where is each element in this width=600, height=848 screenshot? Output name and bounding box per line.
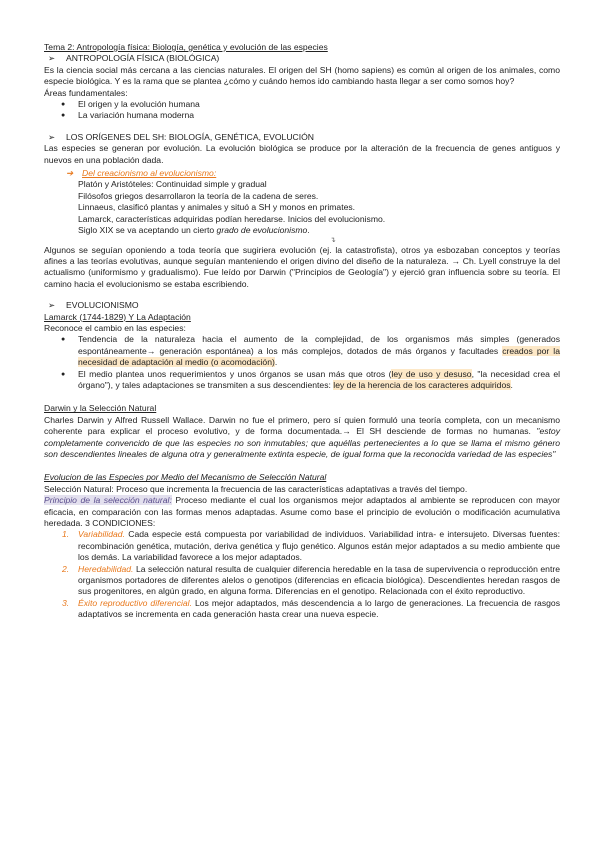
lamarck-b1-text: Tendencia de la naturaleza hacia el aumento de la complejidad, de los organismos más simples (generados espontáneamente→ generación espontánea) a los más complejos, dotados de más órganos y facultades xyxy=(78,334,560,356)
lamarck-b2-end: . xyxy=(510,379,513,390)
areas-list xyxy=(44,99,560,122)
creacionismo-lines xyxy=(44,179,560,236)
paragraph-antropologia: Es la ciencia social más cercana a las ciencias naturales. El origen del SH (homo sapiens) es común al origen de los animales, como especie biológica. Y es la rama que se plantea ¿cómo y cuándo hemos ido cambiando hasta llegar a ser como somos hoy? xyxy=(44,64,560,87)
document-title: Tema 2: Antropología física: Biología, genética y evolución de las especies xyxy=(44,42,328,52)
history-line: Linnaeus, clasificó plantas y animales y situó a SH y monos en primates. xyxy=(78,202,356,213)
principio-label: Principio de la selección natural: xyxy=(44,495,172,506)
list-item: ● El origen y la evolución humana xyxy=(44,99,560,110)
creacionismo-title: Del creacionismo al evolucionismo: xyxy=(82,168,217,179)
cond-number: 2. xyxy=(62,563,70,574)
creacionismo-heading xyxy=(44,168,560,179)
right-arrow-icon: ➔ xyxy=(66,168,74,179)
history-line: Lamarck, características adquiridas podían heredarse. Inicios del evolucionismo. xyxy=(78,213,386,224)
section-heading-evolucionismo xyxy=(44,300,560,311)
list-item xyxy=(44,598,560,621)
paragraph-especies: Las especies se generan por evolución. La evolución biológica se produce por la alteración de la frecuencia de genes antiguos y nuevos en una población dada. xyxy=(44,143,560,165)
lamarck-title: Lamarck (1744-1829) Y La Adaptación xyxy=(44,311,191,322)
lamarck-b1-end: . xyxy=(274,357,278,368)
history-line-siglo xyxy=(78,225,560,236)
history-line: Platón y Aristóteles: Continuidad simple y gradual xyxy=(78,179,267,190)
condiciones-list xyxy=(44,529,560,620)
highlight-herencia: ley de la herencia de los caracteres adquiridos xyxy=(333,379,511,390)
history-line: Filósofos griegos desarrollaron la teoría de la cadena de seres. xyxy=(78,190,319,201)
cursor-mark-icon: ↴ xyxy=(330,236,336,244)
section-heading-text: LOS ORÍGENES DEL SH: BIOLOGÍA, GENÉTICA, EVOLUCIÓN xyxy=(66,131,315,142)
siglo-period: . xyxy=(307,225,310,236)
document-page xyxy=(44,42,560,621)
seleccion-natural-definition: Selección Natural: Proceso que incrementa la frecuencia de las características adaptativas a través del tiempo. xyxy=(44,483,468,494)
arrow-bullet-icon: ➢ xyxy=(48,53,56,64)
areas-label: Áreas fundamentales: xyxy=(44,87,128,98)
lamarck-b2-text: El medio plantea unos requerimientos y unos órganos se usan más que otros ( xyxy=(78,368,392,379)
principio-paragraph xyxy=(44,495,560,529)
lamarck-b2-mid: , "la necesidad crea el órgano"), y tales adaptaciones se transmiten a sus descendientes: xyxy=(78,368,561,390)
list-item xyxy=(44,529,560,563)
cond-number: 3. xyxy=(62,597,70,608)
cond-label: Éxito reproductivo diferencial. xyxy=(78,597,192,608)
darwin-quote: "estoy completamente convencido de que las especies no son inmutables; que aquéllas pertenecientes a lo que se llama el mismo género son descendientes lineales de alguna otra y generalmente extinta especie, de igual forma que la reconocida variedad de las especies" xyxy=(44,426,560,459)
section-heading-origenes xyxy=(44,132,560,143)
evolucion-title: Evolucion de las Especies por Medio del Mecanismo de Selección Natural xyxy=(44,472,327,483)
list-item xyxy=(44,334,560,368)
arrow-bullet-icon: ➢ xyxy=(48,131,56,142)
highlight-adaptacion: creados por la necesidad de adaptación al medio (o acomodación) xyxy=(78,345,560,368)
siglo-emphasis: grado de evolucionismo xyxy=(216,225,308,236)
list-item xyxy=(44,564,560,598)
cond-text: La selección natural resulta de cualquier diferencia heredable en la tasa de supervivencia o reproducción entre organismos portadores de diferentes alelos o genotipos (diferencias en eficacia biológica). Descendientes heredan rasgos de sus progenitores, en algún grado, en alguna forma. Diferencias en el genotipo. Relacionada con el éxito reproductivo. xyxy=(78,563,560,597)
darwin-title: Darwin y la Selección Natural xyxy=(44,403,157,414)
cond-label: Variabilidad. xyxy=(78,529,125,540)
paragraph-darwin xyxy=(44,415,560,461)
cond-number: 1. xyxy=(62,529,70,540)
highlight-uso-desuso: ley de uso y desuso xyxy=(391,368,472,379)
paragraph-actualismo: Algunos se seguían oponiendo a toda teoría que sugiriera evolución (ej. la catastrofista), otros ya esbozaban conceptos y teorías afines a las teorías evolutivas, aunque seguían manteniendo el origen divino del diseño de la naturaleza. → Ch. Lyell construye la del actualismo (uniformismo y gradualismo). Fue leído por Darwin ("Principios de Geología") y ejerció gran influencia sobre su teoría. El camino hacia el evolucionismo se estaba escribiendo. xyxy=(44,244,560,289)
cond-text: Los mejor adaptados, más descendencia a lo largo de generaciones. La frecuencia de rasgos adaptativos se incrementa en cada generación hasta crear una nueva especie. xyxy=(78,597,560,620)
lamarck-intro: Reconoce el cambio en las especies: xyxy=(44,322,186,333)
section-heading-text: ANTROPOLOGÍA FÍSICA (BIOLÓGICA) xyxy=(66,53,220,64)
siglo-text: Siglo XIX se va aceptando un cierto xyxy=(78,225,217,236)
principio-text: Proceso mediante el cual los organismos mejor adaptados al ambiente se reproducen con mayor eficacia, en comparación con las formas menos adaptadas. Asume como base el principio de evolución o modificación acumulativa heredada. 3 CONDICIONES: xyxy=(44,495,561,529)
arrow-bullet-icon: ➢ xyxy=(48,300,56,311)
section-heading-antropologia xyxy=(44,53,560,64)
darwin-text: Charles Darwin y Alfred Russell Wallace. Darwin no fue el primero, pero sí quien formuló una teoría completa, con un mecanismo coherente para explicar el proceso evolutivo, y de forma documentada.→ El SH desciende de formas no humanas. xyxy=(44,414,560,437)
list-item xyxy=(44,369,560,392)
cond-text: Cada especie está compuesta por variabilidad de individuos. Variabilidad intra- e intersujeto. Diversas fuentes: recombinación genética, mutación, deriva genética y flujo genético. Algunos están mejor adaptados a su medio ambiente que los demás. La variabilidad favorece a los mejor adaptados. xyxy=(78,529,560,563)
section-heading-text: EVOLUCIONISMO xyxy=(66,300,139,311)
cond-label: Heredabilidad. xyxy=(78,563,134,574)
lamarck-list xyxy=(44,334,560,391)
small-mark-row xyxy=(44,237,560,245)
list-item: ● La variación humana moderna xyxy=(44,110,560,121)
